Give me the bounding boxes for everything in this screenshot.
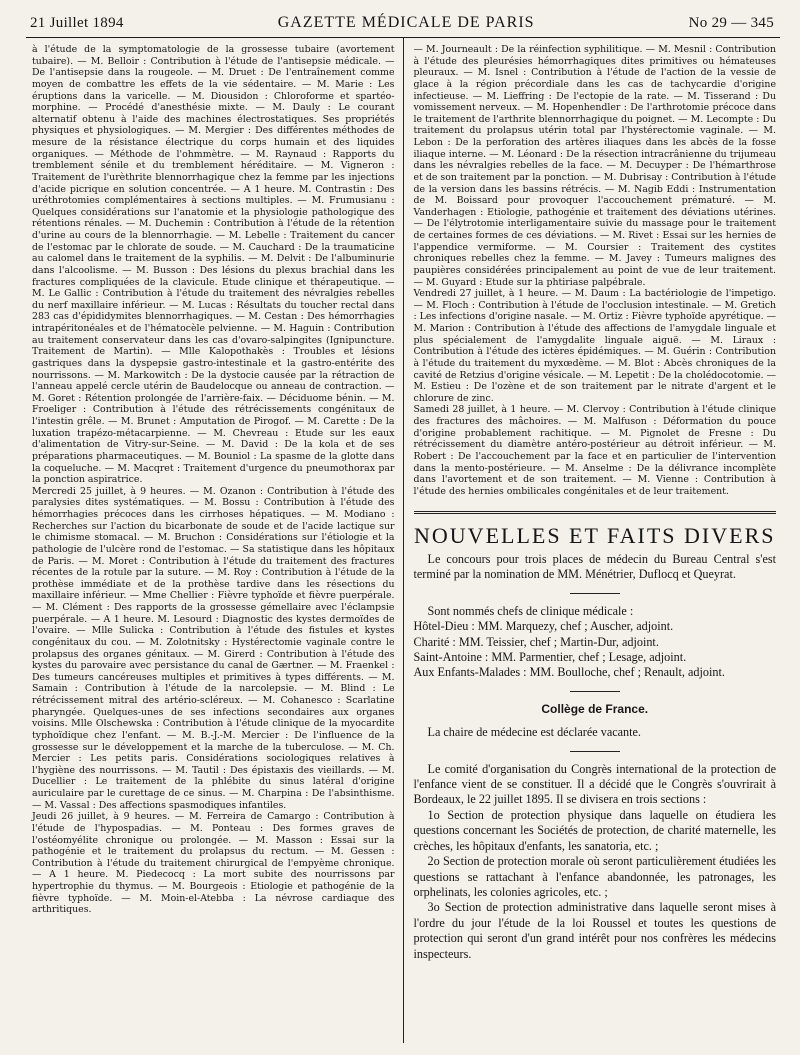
right-paragraph: Samedi 28 juillet, à 1 heure. — M. Clervoy : Contribution à l'étude clinique des fractures des mâchoires. — M. Malfuson : Déformation du pouce d'origine probablement rachitique. — M. Pignolet de Fresne : Du rétrécissement du diamètre antéro-postérieur au détroit inférieur. — M. Robert : De l'accouchement par la face et en particulier de l'intervention dans la mento-postérieure. — M. Anselme : De la délivrance incomplète dans l'avortement et de son traitement. — M. Vienne : Contribution à l'étude des hernies ombilicales congénitales et de leur traitement. xyxy=(413,404,776,497)
header-title: GAZETTE MÉDICALE DE PARIS xyxy=(277,14,535,31)
news-concours: Le concours pour trois places de médecin du Bureau Central s'est terminé par la nomination de MM. Ménétrier, Duflocq et Queyrat. xyxy=(413,552,776,582)
right-paragraph: Vendredi 27 juillet, à 1 heure. — M. Daum : La bactériologie de l'impetigo. — M. Floch : Contribution à l'étude de l'occlusion intestinale. — M. Gretich : Les infections d'origine nasale. — M. Ortiz : Fièvre typhoïde apyrétique. — M. Marion : Contribution à l'étude des affections de l'amygdale linguale et plus spécialement de l'amygdalite linguale aiguë. — M. Liraux : Contribution à l'étude des ictères épidémiques. — M. Guérin : Contribution à l'étude du traitement du myxœdème. — M. Blot : Abcès chroniques de la cavité de Retzius d'origine vésicale. — M. Lepetit : De la cholédocotomie. — M. Estieu : De l'ozène et de son traitement par le nitrate d'argent et le chlorure de zinc. xyxy=(413,288,776,404)
news-college-title: Collège de France. xyxy=(541,701,649,716)
news-section xyxy=(414,552,777,962)
page-header xyxy=(26,14,780,35)
right-paragraph: — M. Journeault : De la réinfection syphilitique. — M. Mesnil : Contribution à l'étude des pleurésies hémorrhagiques dites primitives ou hémateuses pleuraux. — M. Isnel : Contribution à l'étude de l'action de la vessie de glace à la région précordiale dans les cas de tachycardie d'origine infectieuse. — M. Lieffring : De l'ectopie de la rate. — M. Tisserand : Du vomissement nerveux. — M. Hopenhendler : De l'arthrotomie précoce dans le traitement de l'arthrite blennorrhagique du poignet. — M. Lecompte : Du traitement du prolapsus utérin total par l'hystérectomie vaginale. — M. Lebon : De la perforation des artères iliaques dans les abcès de la fosse iliaque interne. — M. Léonard : De la résection intracrânienne du trijumeau dans les névralgies rebelles de la face. — M. Decuyper : De l'hémarthrose et de son traitement par la ponction. — M. Dubrisay : Contribution à l'étude de la version dans les bassins rétrécis. — M. Nagib Eddi : Instrumentation de M. Boissard pour provoquer l'accouchement prématuré. — M. Vanderhagen : Etiologie, pathogénie et traitement des déviations utérines. — De l'élytrotomie interligamentaire suivie du massage pour le traitement de certaines formes de ces déviations. — M. Rivet : Essai sur les hernies de l'appendice vermiforme. — M. Coursier : Traitement des cystites chroniques rebelles chez la femme. — M. Javey : Tumeurs malignes des paupières considérées principalement au point de vue de leur traitement. — M. Guyard : Etude sur la phtiriase palpébrale. xyxy=(413,44,776,288)
left-paragraph: Jeudi 26 juillet, à 9 heures. — M. Ferreira de Camargo : Contribution à l'étude de l'hypospadias. — M. Ponteau : Des formes graves de l'ostéomyélite chronique ou prolongée. — M. Masson : Essai sur la pathogénie et le traitement du prolapsus du rectum. — M. Gessen : Contribution à l'étude du traitement chirurgical de l'empyème chronique. — A 1 heure. M. Piedecocq : La mort subite des nourrissons par hypertrophie du thymus. — M. Bourgeois : Etiologie et pathogénie de la fièvre typhoïde. — M. Moin-el-Atebba : La névrose cardiaque des arthritiques. xyxy=(32,811,395,916)
news-chefs-line: Hôtel-Dieu : MM. Marquezy, chef ; Auscher, adjoint. xyxy=(413,619,674,634)
news-chefs-line: Saint-Antoine : MM. Parmentier, chef ; Lesage, adjoint. xyxy=(413,650,687,665)
left-paragraph: Mercredi 25 juillet, à 9 heures. — M. Ozanon : Contribution à l'étude des paralysies dites systématiques. — M. Bossu : Contribution à l'étude des hémorrhagies précoces dans les cirrhoses hépatiques. — M. Modiano : Recherches sur l'action du bicarbonate de soude et de l'acide lactique sur le chimisme stomacal. — M. Bruchon : Considérations sur l'étiologie et la pathologie de l'ulcère rond de l'estomac. — Sa statistique dans les hôpitaux de Paris. — M. Moret : Contribution à l'étude du traitement des fractures récentes de la rotule par la suture. — M. Roy : Contribution à l'étude de la prothèse immédiate et de la prothèse tardive dans les résections du maxillaire inférieur. — Mme Chellier : Fièvre typhoïde et fièvre puerpérale. — M. Clément : Des rapports de la grossesse gémellaire avec l'éclampsie puerpérale. — A 1 heure. M. Lesourd : Diagnostic des kystes dermoïdes de l'ovaire. — Mlle Sulicka : Contribution à l'étude des fistules et kystes congénitaux du cou. — M. Zolotnitsky : Hystérectomie vaginale contre le prolapsus des organes génitaux. — M. Girerd : Contribution à l'étude des kystes du parovaire avec persistance du canal de Gærtner. — M. Fraenkel : Des tumeurs cancéreuses multiples et primitives à types différents. — M. Samain : Contribution à l'étude de la narcolepsie. — M. Blind : Le rétrécissement mitral des artério-scléreux. — M. Cohanesco : Scarlatine pharyngée. Quelques-unes de ses infections secondaires aux organes voisins. Mlle Olschewska : Contribution à l'étude clinique de la myocardite typhoïdique chez l'enfant. — M. B.-J.-M. Mercier : De l'influence de la grossesse sur le développement et la marche de la tuberculose. — M. Ch. Mercier : Les petits paris. Considérations sociologiques relatives à l'hygiène des nourrissons. — M. Tautil : Des épistaxis des vieillards. — M. Ducellier : Le traitement de la phlébite du sinus latéral d'origine auriculaire par le curettage de ce sinus. — M. Charpina : De l'absinthisme. — M. Vassal : Des affections spasmodiques infantiles. xyxy=(32,485,395,811)
news-college-text: La chaire de médecine est déclarée vacante. xyxy=(427,725,641,740)
header-issue: No 29 — 345 xyxy=(688,15,774,31)
news-section-item: 1o Section de protection physique dans laquelle on étudiera les questions concernant les Sociétés de protection, de charité maternelle, les crèches, les hôpitaux d'enfants, les sanatoria, etc. ; xyxy=(413,807,776,853)
news-section-item: 3o Section de protection administrative dans laquelle seront mises à l'ordre du jour l'étude de la loi Roussel et toutes les questions de protection qui seront d'un grand intérêt pour nos confrères les médecins inspecteurs. xyxy=(413,900,776,961)
news-chefs-intro: Sont nommés chefs de clinique médicale : xyxy=(427,603,634,618)
section-divider xyxy=(414,511,777,514)
news-section-item: 2o Section de protection morale où seront particulièrement étudiées les questions se rattachant à l'enfance abandonnée, les patronages, les orphelinats, les colonies agricoles, etc. ; xyxy=(413,854,776,899)
news-chefs-line: Charité : MM. Teissier, chef ; Martin-Dur, adjoint. xyxy=(413,634,659,649)
news-chefs-line: Aux Enfants-Malades : MM. Boulloche, chef ; Renault, adjoint. xyxy=(413,665,725,680)
news-divider xyxy=(570,593,620,594)
header-date: 21 Juillet 1894 xyxy=(30,15,124,31)
news-congres-intro: Le comité d'organisation du Congrès international de la protection de l'enfance vient de se constituer. Il a décidé que le Congrès s'ouvrirait à Bordeaux, le 22 juillet 1895. Il se divisera en trois sections : xyxy=(413,761,776,807)
news-section-title: NOUVELLES ET FAITS DIVERS xyxy=(414,523,776,549)
news-divider xyxy=(570,751,620,752)
news-divider xyxy=(570,691,620,692)
columns xyxy=(26,38,780,1043)
right-column xyxy=(404,38,781,1043)
left-paragraph: à l'étude de la symptomatologie de la grossesse tubaire (avortement tubaire). — M. Belloir : Contribution à l'étude de l'antisepsie médicale. — De l'antisepsie dans la rougeole. — M. Druet : De l'entraînement comme moyen de combattre les effets de la vie sédentaire. — M. Marie : Les éruptions dans la varicelle. — M. Diousidon : Chloroforme et spartéo-morphine. — Procédé d'anesthésie mixte. — M. Dauly : Le courant alternatif obtenu à l'aide des machines électrostatiques. Ses propriétés physiques et physiologiques. — M. Mergier : Des différentes méthodes de mesure de la résistance électrique du corps humain et des liquides organiques. — Méthode de l'ohmmètre. — M. Raynaud : Rapports du tremblement sénile et du tremblement héréditaire. — M. Vigneron : Traitement de l'urèthrite blennorrhagique chez la femme par les injections d'acide picrique en solution concentrée. — A 1 heure. M. Contrastin : Des uréthrotomies complémentaires à sections multiples. — M. Frumusianu : Quelques considérations sur l'anatomie et la physiologie pathologique des rétentions rénales. — M. Duchemin : Contribution à l'étude de la rétention d'urine au cours de la blennorrhagie. — M. Lebelle : Traitement du cancer de l'estomac par le chlorate de soude. — M. Cauchard : De la traumaticine au calomel dans le traitement de la syphilis. — M. Delvit : De l'albuminurie dans l'alcoolisme. — M. Busson : Des lésions du plexus brachial dans les fractures compliquées de la clavicule. Etude clinique et thérapeutique. — M. Le Gallic : Contribution à l'étude du traitement des névralgies rebelles du nerf maxillaire inférieur. — M. Lucas : Résultats du toucher rectal dans 283 cas d'épididymites blennorrhagiques. — M. Cestan : Des hémorrhagies intrapéritonéales et de l'hématocèle pelvienne. — M. Haguin : Contribution au traitement conservateur dans les cas d'ovaro-salpingites (Ignipuncture. Traitement de Martin). — Mlle Kalopothakès : Troubles et lésions gastriques dans la dyspepsie gastro-intestinale et la gastro-entérite des nourrissons. — M. Markowitch : De la dystocie causée par la rétraction de l'anneau appelé cercle utérin de Baudelocque ou anneau de contraction. — M. Goret : Rétention prolongée de l'arrière-faix. — Déciduome bénin. — M. Froeliger : Contribution à l'étude des rétrécissements congénitaux de l'intestin grêle. — M. Brunet : Amputation de Pirogof. — M. Carette : De la luxation trapézo-métacarpienne. — M. Chevreau : Etude sur les eaux d'alimentation de Vitry-sur-Seine. — M. David : De la kola et de ses préparations pharmaceutiques. — M. Bouniol : La spasme de la glotte dans la coqueluche. — M. Macqret : Traitement d'urgence du pneumothorax par la ponction aspiratrice. xyxy=(32,44,395,486)
left-column xyxy=(26,38,404,1043)
